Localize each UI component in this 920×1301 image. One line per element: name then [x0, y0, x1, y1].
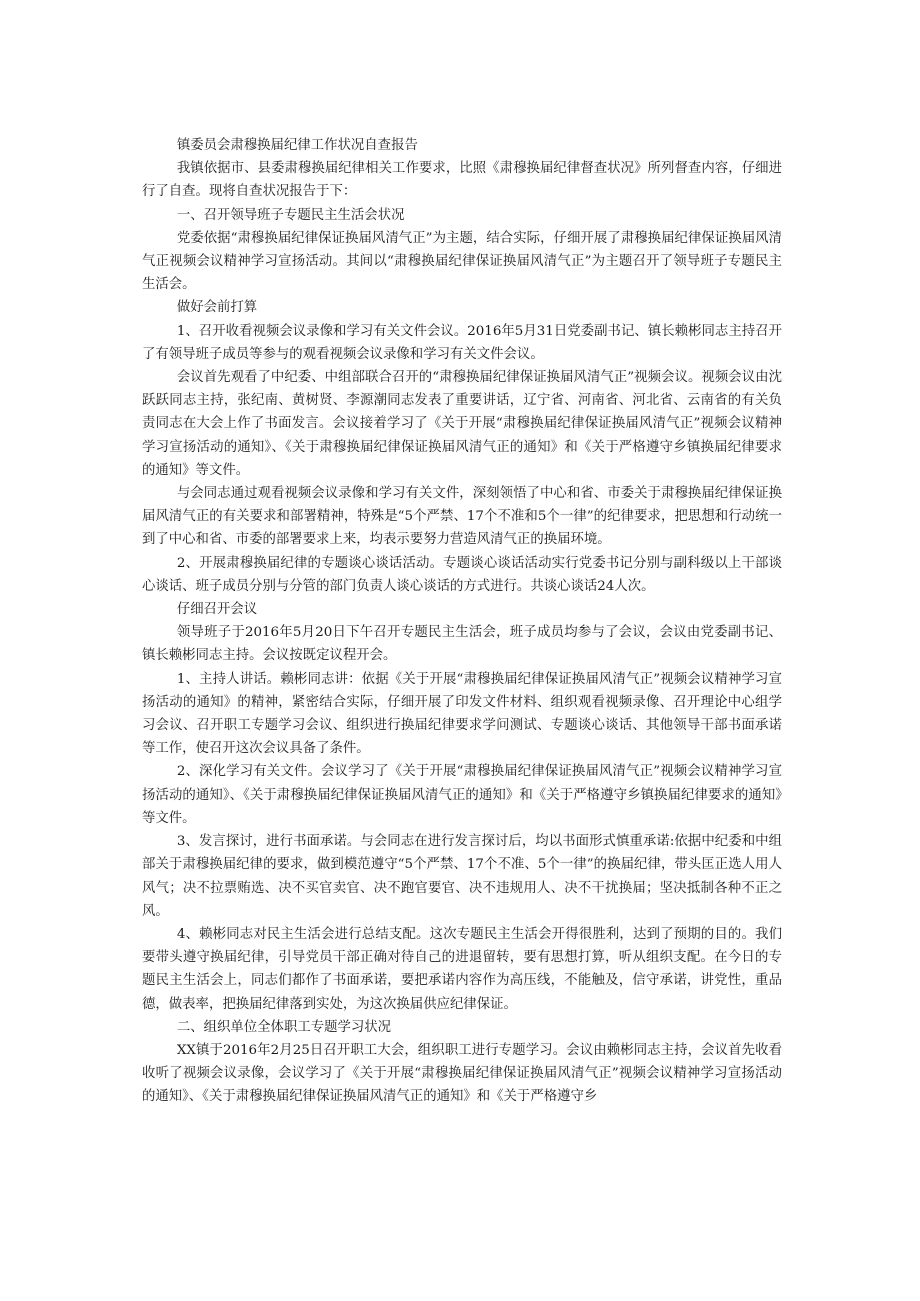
section-heading-1: 一、召开领导班子专题民主生活会状况: [176, 207, 405, 223]
paragraph: XX镇于2016年2月25日召开职工大会，组织职工进行专题学习。会议由赖彬同志主持，会议首先收看收听了视频会议录像，会议学习了《关于开展“肃穆换届纪律保证换届风清气正”视频会议精神学习宣扬活动的通知》、《关于肃穆换届纪律保证换届风清气正的通知》和《关于严格遵守乡: [142, 1042, 782, 1105]
paragraph: 领导班子于2016年5月20日下午召开专题民主生活会，班子成员均参与了会议，会议由党委副书记、镇长赖彬同志主持。会议按既定议程开会。: [142, 625, 782, 664]
paragraph: 会议首先观看了中纪委、中组部联合召开的“肃穆换届纪律保证换届风清气正”视频会议。视频会议由沈跃跃同志主持，张纪南、黄树贤、李源潮同志发表了重要讲话，辽宁省、河南省、河北省、云南省的有关负责同志在大会上作了书面发言。会议接着学习了《关于开展“肃穆换届纪律保证换届风清气正”视频会议精神学习宣扬活动的通知》、《关于肃穆换届纪律保证换届风清气正的通知》和《关于严格遵守乡镇换届纪律要求的通知》等文件。: [142, 370, 782, 478]
subheading-meeting: 仔细召开会议: [176, 602, 258, 618]
paragraph: 1、召开收看视频会议录像和学习有关文件会议。2016年5月31日党委副书记、镇长赖彬同志主持召开了有领导班子成员等参与的观看视频会议录像和学习有关文件会议。: [142, 323, 782, 362]
section-heading-2: 二、组织单位全体职工专题学习状况: [176, 1019, 392, 1035]
document-body: [142, 134, 782, 1109]
subheading-preparation: 做好会前打算: [176, 300, 258, 316]
paragraph: 4、赖彬同志对民主生活会进行总结支配。这次专题民主生活会开得很胜利，达到了预期的目的。我们要带头遵守换届纪律，引导党员干部正确对待自己的进退留转，要有思想打算，听从组织支配。在今日的专题民主生活会上，同志们都作了书面承诺，要把承诺内容作为高压线，不能触及，信守承诺，讲党性，重品德，做表率，把换届纪律落到实处，为这次换届供应纪律保证。: [142, 926, 782, 1012]
paragraph: 2、开展肃穆换届纪律的专题谈心谈话活动。专题谈心谈话活动实行党委书记分别与副科级以上干部谈心谈话、班子成员分别与分管的部门负责人谈心谈话的方式进行。共谈心谈话24人次。: [142, 555, 782, 594]
paragraph: 1、主持人讲话。赖彬同志讲：依据《关于开展“肃穆换届纪律保证换届风清气正”视频会议精神学习宣扬活动的通知》的精神，紧密结合实际，仔细开展了印发文件材料、组织观看视频录像、召开理论中心组学习会议、召开职工专题学习会议、组织进行换届纪律要求学问测试、专题谈心谈话、其他领导干部书面承诺等工作，使召开这次会议具备了条件。: [142, 671, 782, 757]
paragraph: 党委依据“肃穆换届纪律保证换届风清气正”为主题，结合实际，仔细开展了肃穆换届纪律保证换届风清气正视频会议精神学习宣扬活动。其间以“肃穆换届纪律保证换届风清气正”为主题召开了领导班子专题民主生活会。: [142, 230, 782, 293]
paragraph-intro: 我镇依据市、县委肃穆换届纪律相关工作要求，比照《肃穆换届纪律督查状况》所列督查内容，仔细进行了自查。现将自查状况报告于下：: [142, 161, 782, 200]
paragraph: 与会同志通过观看视频会议录像和学习有关文件，深刻领悟了中心和省、市委关于肃穆换届纪律保证换届风清气正的有关要求和部署精神，特殊是“5个严禁、17个不准和5个一律”的纪律要求，把思想和行动统一到了中心和省、市委的部署要求上来，均表示要努力营造风清气正的换届环境。: [142, 486, 782, 548]
paragraph: 3、发言探讨，进行书面承诺。与会同志在进行发言探讨后，均以书面形式慎重承诺:依据中纪委和中组部关于肃穆换届纪律的要求，做到模范遵守“5个严禁、17个不准、5个一律”的换届纪律，带头匡正选人用人风气；决不拉票贿选、决不买官卖官、决不跑官要官、决不违规用人、决不干扰换届；坚决抵制各种不正之风。: [142, 834, 782, 919]
document-title: 镇委员会肃穆换届纪律工作状况自查报告: [176, 138, 418, 153]
paragraph: 2、深化学习有关文件。会议学习了《关于开展“肃穆换届纪律保证换届风清气正”视频会议精神学习宣扬活动的通知》、《关于肃穆换届纪律保证换届风清气正的通知》和《关于严格遵守乡镇换届纪律要求的通知》等文件。: [142, 764, 782, 826]
